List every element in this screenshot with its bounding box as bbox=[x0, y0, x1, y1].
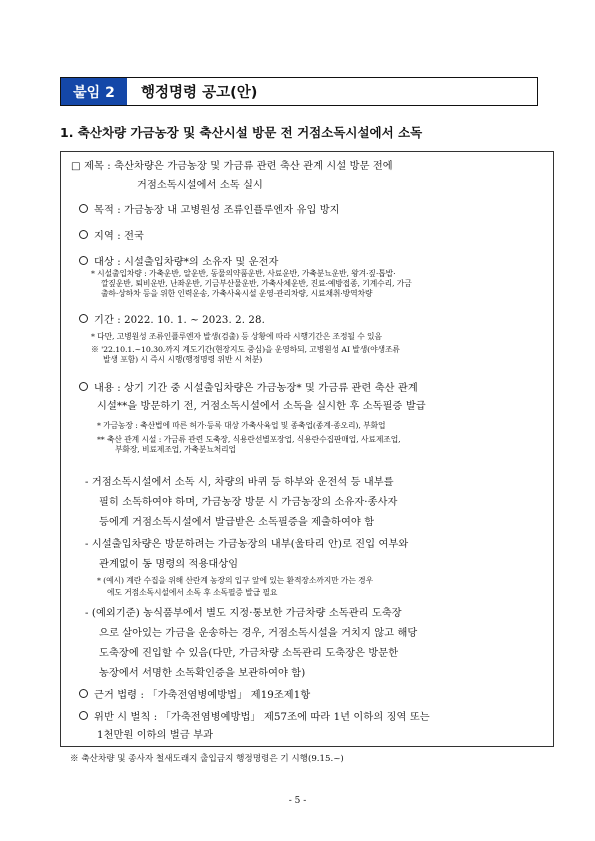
dash-item-1: - 거점소독시설에서 소독 시, 차량의 바퀴 등 하부와 운전석 등 내부를 필히 소독하여야 하며, 가금농장 방문 시 가금농장의 소유자·종사자 등에게 거점소독시설에서 발급받은 소독필증을 제출하여야 함 bbox=[85, 477, 398, 528]
content-item-line-2: 시설**을 방문하기 전, 거점소독시설에서 소독을 실시한 후 소독필증 발급 bbox=[97, 401, 426, 412]
circle-bullet-icon bbox=[79, 204, 88, 213]
page-number: - 5 - bbox=[288, 796, 307, 806]
penalty-item-line-2: 1천만원 이하의 벌금 부과 bbox=[97, 730, 214, 741]
notice-box bbox=[60, 151, 554, 747]
purpose-item: 목적 : 가금농장 내 고병원성 조류인플루엔자 유입 방지 bbox=[79, 204, 340, 217]
circle-bullet-icon bbox=[79, 689, 88, 698]
footnote: ※ 축산차량 및 종사자 철새도래지 출입금지 행정명령은 기 시행(9.15.~) bbox=[70, 754, 344, 764]
content-item: 내용 : 상기 기간 중 시설출입차량은 가금농장* 및 가금류 관련 축산 관계 bbox=[79, 382, 418, 395]
law-item: 근거 법령 : 「가축전염병예방법」 제19조제1항 bbox=[79, 689, 310, 702]
attachment-title: 행정명령 공고(안) bbox=[141, 85, 258, 101]
attachment-header bbox=[60, 77, 538, 106]
notice-title-line-2: 거점소독시설에서 소독 실시 bbox=[137, 180, 263, 191]
period-note-1: * 다만, 고병원성 조류인플루엔자 발생(검출) 등 상황에 따라 시행기간은 조정될 수 있음 bbox=[91, 332, 382, 341]
content-note-1: * 가금농장 : 축산법에 따른 허가·등록 대상 가축사육업 및 종축업(종계·종오리), 부화업 bbox=[97, 421, 386, 430]
period-note-2: ※ '22.10.1.~10.30.까지 계도기간(현장지도 중심)을 운영하되, 고병원성 AI 발생(야생조류 발생 포함) 시 즉시 시행(행정명령 위반 시 처분) bbox=[91, 345, 400, 364]
notice-title-line-1: □ 제목 : 축산차량은 가금농장 및 가금류 관련 축산 관계 시설 방문 전에 bbox=[71, 161, 393, 172]
region-item: 지역 : 전국 bbox=[79, 230, 144, 243]
circle-bullet-icon bbox=[79, 711, 88, 720]
circle-bullet-icon bbox=[79, 256, 88, 265]
dash-item-2: - 시설출입차량은 방문하려는 가금농장의 내부(울타리 안)로 진입 여부와 관계없이 동 명령의 적용대상임 bbox=[85, 539, 409, 570]
attachment-badge: 붙임 2 bbox=[61, 78, 127, 105]
dash-2-note: * (예시) 계란 수집을 위해 산란계 농장의 입구 앞에 있는 환적장소까지만 가는 경우 에도 거점소독시설에서 소독 후 소독필증 발급 필요 bbox=[97, 576, 374, 597]
circle-bullet-icon bbox=[79, 230, 88, 239]
period-item: 기간 : 2022. 10. 1. ~ 2023. 2. 28. bbox=[79, 314, 265, 327]
target-note: * 시설출입차량 : 가축운반, 알운반, 동물의약품운반, 사료운반, 가축분뇨운반, 왕겨·짚·톱밥· 깔짚운반, 퇴비운반, 난좌운반, 기금부산물운반, 가축사체운반, 진료·예방접종, 기계수리, 가금 출하·상하차 등을 위한 인력운송, 가축사육시설 운영·관리차량, 시료채취·방역차량 bbox=[91, 269, 412, 298]
penalty-item: 위반 시 벌칙 : 「가축전염병예방법」 제57조에 따라 1년 이하의 징역 또는 bbox=[79, 711, 430, 724]
circle-bullet-icon bbox=[79, 314, 88, 323]
dash-item-3: - (예외기준) 농식품부에서 별도 지정·통보한 가금차량 소독관리 도축장 으로 살아있는 가금을 운송하는 경우, 거점소독시설을 거치지 않고 해당 도축장에 진입할 수 있음(다만, 가금차량 소독관리 도축장은 방문한 농장에서 서명한 소독확인증을 보관하여야 함) bbox=[85, 608, 418, 679]
target-item: 대상 : 시설출입차량*의 소유자 및 운전자 bbox=[79, 256, 278, 269]
section-title: 1. 축산차량 가금농장 및 축산시설 방문 전 거점소독시설에서 소독 bbox=[60, 125, 423, 140]
content-note-2: ** 축산 관계 시설 : 가금류 관련 도축장, 식용란선별포장업, 식용란수집판매업, 사료제조업, 부화장, 비료제조업, 가축분뇨처리업 bbox=[97, 435, 401, 454]
circle-bullet-icon bbox=[79, 382, 88, 391]
